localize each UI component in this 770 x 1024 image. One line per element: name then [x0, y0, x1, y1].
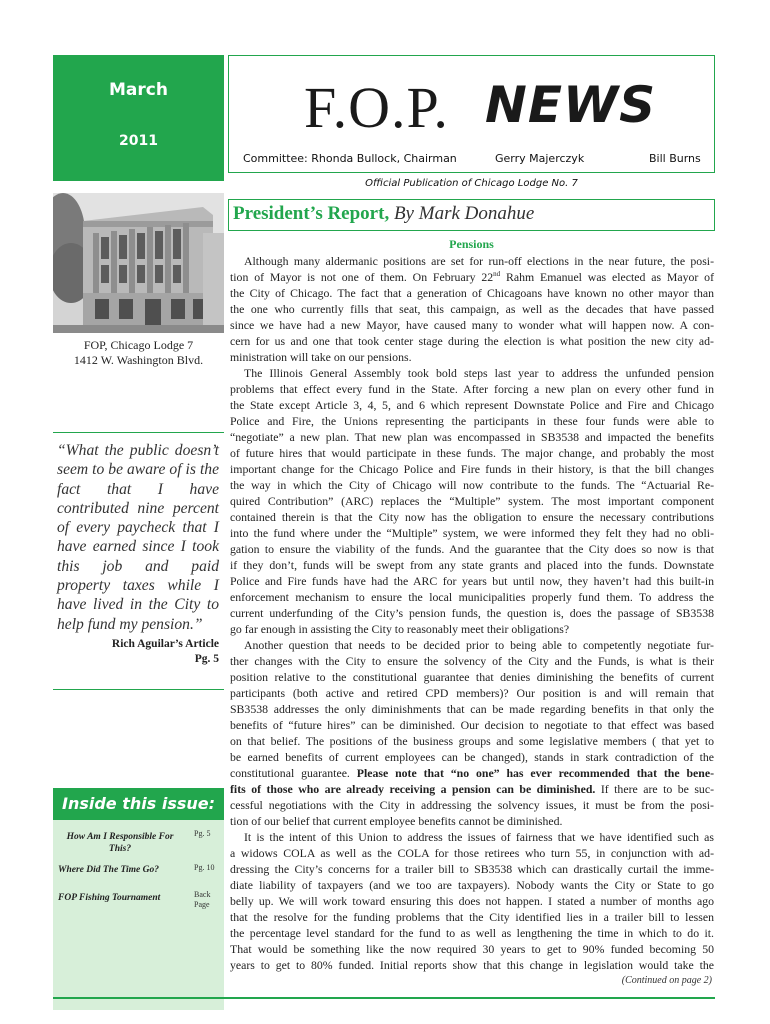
article-line: the City of Chicago. The fact that a generation of Chicagoans have known no other mayor than — [230, 286, 714, 300]
article-line: be earned benefits of current employees can be changed), stands in stark contradiction of the — [230, 750, 714, 764]
article-line: Police and Fire funds have had the ARC for years but until now, they haven’t had this built-in — [230, 574, 714, 588]
building-illustration — [53, 193, 224, 333]
article-line: years to get to 80% funded. Initial reports show that this change in legislation would take the — [230, 958, 714, 972]
continued-note[interactable]: (Continued on page 2) — [621, 975, 712, 986]
pull-quote — [53, 432, 224, 690]
article-title-text: President’s Report, — [233, 203, 390, 224]
article-line: Another question that needs to be decided prior to being able to competently negotiate fur- — [244, 638, 714, 652]
photo-caption — [53, 338, 224, 368]
article-line: participants (both active and retired CPD members)? Our position is and will remain that — [230, 686, 714, 700]
article-line: current underfunding of the City’s pension funds, the question is, does the passage of SB3538 — [230, 606, 714, 620]
article-line: contained therein is that the City now has the obligation to ensure the necessary contributions — [230, 510, 714, 524]
article-line: into the fund where under the “Multiple” system, we were informed they felt they had no obli- — [230, 526, 714, 540]
article-title — [233, 203, 534, 225]
article-line: constitutional guarantee. Please note that “no one” has ever recommended that the bene- — [230, 766, 714, 780]
caption-line: FOP, Chicago Lodge 7 — [83, 338, 194, 352]
committee-chair: Committee: Rhonda Bullock, Chairman — [243, 152, 457, 165]
issue-month: March — [109, 80, 168, 100]
article-line: go far enough in assisting the City to reasonably meet their obligations? — [230, 622, 570, 636]
article-line: tion of Mayor is not one of them. On February 22nd Rahm Emanuel was elected as Mayor of — [230, 270, 715, 284]
issue-year: 2011 — [119, 133, 158, 149]
issue-date-block — [53, 55, 224, 181]
inside-this-issue-title: Inside this issue: — [61, 794, 215, 813]
article-line: the State except Article 3, 4, 5, and 6 which represent Downstate Police and Fire and Chicago — [230, 398, 714, 412]
article-line: Although many aldermanic positions are set for run-off elections in the near future, the posi- — [244, 254, 714, 268]
pull-quote-text: “What the public doesn’t seem to be aware of is the fact that I have contributed nine percent of every paycheck that I have earned since I took this job and paid property taxes while I have lived in the City to help fund my pension.” — [57, 442, 219, 633]
presidents-report-header — [228, 199, 715, 231]
attribution-line: Pg. 5 — [194, 653, 219, 665]
article-line: since we have had a new Mayor, have caused many to wonder what will happen now. A con- — [230, 318, 714, 332]
article-line: ministration will take on our pensions. — [230, 350, 412, 364]
article-line: on that belief. The positions of the business groups and some legislative members ( that yet to — [230, 734, 714, 748]
toc-item-page: Pg. 10 — [194, 863, 215, 872]
masthead — [228, 55, 715, 173]
committee-member: Gerry Majerczyk — [495, 152, 585, 165]
article-line: important change for the Chicago Police and Fire funds in their history, is that the bill changes — [230, 462, 714, 476]
attribution-line: Rich Aguilar’s Article — [111, 638, 219, 650]
pull-quote-attribution — [57, 637, 219, 667]
caption-line: 1412 W. Washington Blvd. — [73, 353, 204, 367]
toc-item-label[interactable]: FOP Fishing Tournament — [58, 893, 161, 903]
article-line: tion of our belief that current employee benefits cannot be diminished. — [230, 814, 563, 828]
official-publication-line: Official Publication of Chicago Lodge No. 7 — [365, 178, 578, 189]
article-line: fits of those who are already receiving a pension can be diminished. If there are to be suc- — [230, 782, 714, 796]
inside-this-issue-header — [53, 788, 224, 820]
article-line: SB3538 addresses the only diminishments that can be made regarding benefits in that only the — [230, 702, 714, 716]
article-line: It is the intent of this Union to address the issues of fairness that we have identified such as — [244, 830, 714, 844]
article-line: The Illinois General Assembly took bold steps last year to address the unfunded pension — [244, 366, 714, 380]
toc-item-label[interactable]: Where Did The Time Go? — [58, 865, 159, 875]
article-line: Police and Fire, the Unions representing the participants in these four funds were able to — [230, 414, 714, 428]
article-line: position relative to the constitutional guarantee that denies diminishing the benefits of current — [230, 670, 714, 684]
article-line: of future hires that would participate in these funds. The major change, and probably the most — [230, 446, 714, 460]
article-line: diate liability of taxpayers (and we too are taxpayers). Nobody wants the City or State to go — [230, 878, 714, 892]
article-line: gation to ensure the viability of the funds. And the guarantee that the City does so now is that — [230, 542, 714, 556]
article-line: the way in which the City of Chicago will now contribute to the funds. The “Actuarial Re- — [230, 478, 714, 492]
newsletter-title-news: NEWS — [485, 76, 657, 134]
article-line: problems that effect every fund in the State. After forcing a new plan on every other fund in — [230, 382, 714, 396]
article-line: ther changes with the City to ensure the solvency of the City and the Funds, is what is their — [230, 654, 714, 668]
newsletter-title: F.O.P. — [304, 75, 449, 140]
toc-item-page: Pg. 5 — [194, 829, 211, 838]
toc-item-label[interactable]: How Am I Responsible For This? — [66, 832, 174, 854]
article-line: quired Contribution” (ARC) replaces the “Multiple” system. The most important component — [230, 494, 714, 508]
article-line: That would be something like the now required 30 years to get to 90% funded becoming 50 — [230, 942, 714, 956]
toc-item-page: Back Page — [194, 890, 211, 909]
article-byline: By Mark Donahue — [393, 203, 535, 224]
article-line: the percentage level standard for the fund to as well as lengthening the time in which to do it. — [230, 926, 714, 940]
article-line: the one who currently fills that seat, this campaign, as well as the decades that have passed — [230, 302, 714, 316]
article-line: that the resolve for the funding problems that the City identified lies in a trailer bill to lessen — [230, 910, 714, 924]
article-line: cessful negotiations with the City in addressing the solvency issues, it must be from the posi- — [230, 798, 714, 812]
article-line: a widows COLA as well as the COLA for those retirees who turn 55, in conjunction with ad- — [230, 846, 714, 860]
footer-rule — [53, 997, 715, 999]
article-line: “negotiate” a new plan. That new plan was encompassed in SB3538 and impacted the benefits — [230, 430, 714, 444]
article-line: dressing the City’s concerns for a trailer bill to SB3538 which can drastically curtail the imme- — [230, 862, 714, 876]
lodge-building-photo — [53, 193, 224, 333]
article-line: belly up. We will work toward ensuring this does not happen. I stated a number of months ago — [230, 894, 714, 908]
article-line: if they don’t, funds will be swept from any state grants and placed into the funds. Downstate — [230, 558, 714, 572]
article-line: benefits of “future hires” can be diminished. Our decision to negotiate to that effect was based — [230, 718, 714, 732]
article-line: enforcement mechanism to ensure the local municipalities properly fund them. To address the — [230, 590, 714, 604]
article-line: cern for us and one that took center stage during the election is what position the new city ad- — [230, 334, 714, 348]
article-subhead: Pensions — [449, 237, 494, 251]
committee-member: Bill Burns — [649, 152, 701, 165]
